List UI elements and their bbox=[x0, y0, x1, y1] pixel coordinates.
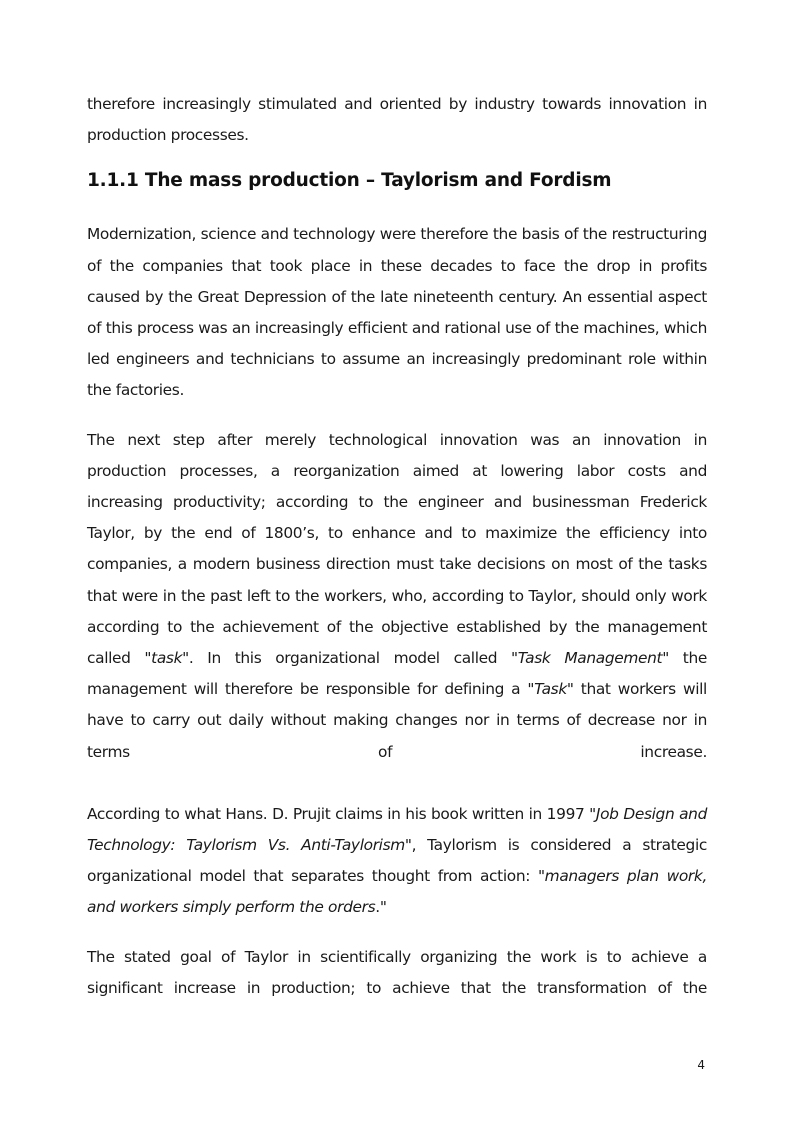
paragraph-prujit-book bbox=[87, 799, 707, 924]
paragraph-text-segment: According to what Hans. D. Prujit claims in his book written in 1997 " bbox=[87, 804, 596, 823]
page-content bbox=[87, 89, 707, 1004]
italic-term-task-management: Task Management bbox=[517, 649, 663, 668]
paragraph-text-segment: ". In this organizational model called " bbox=[182, 649, 518, 668]
paragraph-modernization: Modernization, science and technology were therefore the basis of the restructuring of the companies that took place in these decades to face the drop in profits caused by the Great Depression of the late nineteenth century. An essential aspect of this process was an increasingly efficient and rational use of the machines, which led engineers and technicians to assume an increasingly predominant role within the factories. bbox=[87, 225, 707, 400]
paragraph-text-segment: " that workers will have to carry out daily without making changes nor in terms of decrease nor in terms of increase. bbox=[87, 680, 707, 761]
intro-paragraph: therefore increasingly stimulated and oriented by industry towards innovation in production processes. bbox=[87, 95, 707, 145]
paragraph-taylor-goal: The stated goal of Taylor in scientifically organizing the work is to achieve a significant increase in production; to achieve that the transformation of the bbox=[87, 947, 707, 997]
section-heading: 1.1.1 The mass production – Taylorism and Fordism bbox=[87, 170, 612, 192]
paragraph-text-segment: " the management will therefore be responsible for defining a " bbox=[87, 649, 707, 699]
italic-term-task: task bbox=[151, 649, 183, 668]
italic-quote: managers plan work, and workers simply perform the orders bbox=[87, 867, 707, 917]
italic-term-task-capitalized: Task bbox=[534, 680, 567, 699]
page-number: 4 bbox=[697, 1058, 705, 1072]
paragraph-text-segment: The next step after merely technological innovation was an innovation in production processes, a reorganization aimed at lowering labor costs and increasing productivity; according to the engineer and businessman Frederick Taylor, by the end of 1800’s, to enhance and to maximize the efficiency into companies, a modern business direction must take decisions on most of the tasks that were in the past left to the workers, who, according to Taylor, should only work according to the achievement of the objective established by the management called " bbox=[87, 430, 707, 668]
paragraph-text-segment: ", Taylorism is considered a strategic organizational model that separates thought from action: " bbox=[87, 836, 707, 886]
italic-book-title: Job Design and Technology: Taylorism Vs. Anti-Taylorism bbox=[87, 804, 707, 855]
paragraph-taylor-task-management bbox=[87, 425, 707, 768]
paragraph-text-segment: ." bbox=[375, 898, 387, 917]
